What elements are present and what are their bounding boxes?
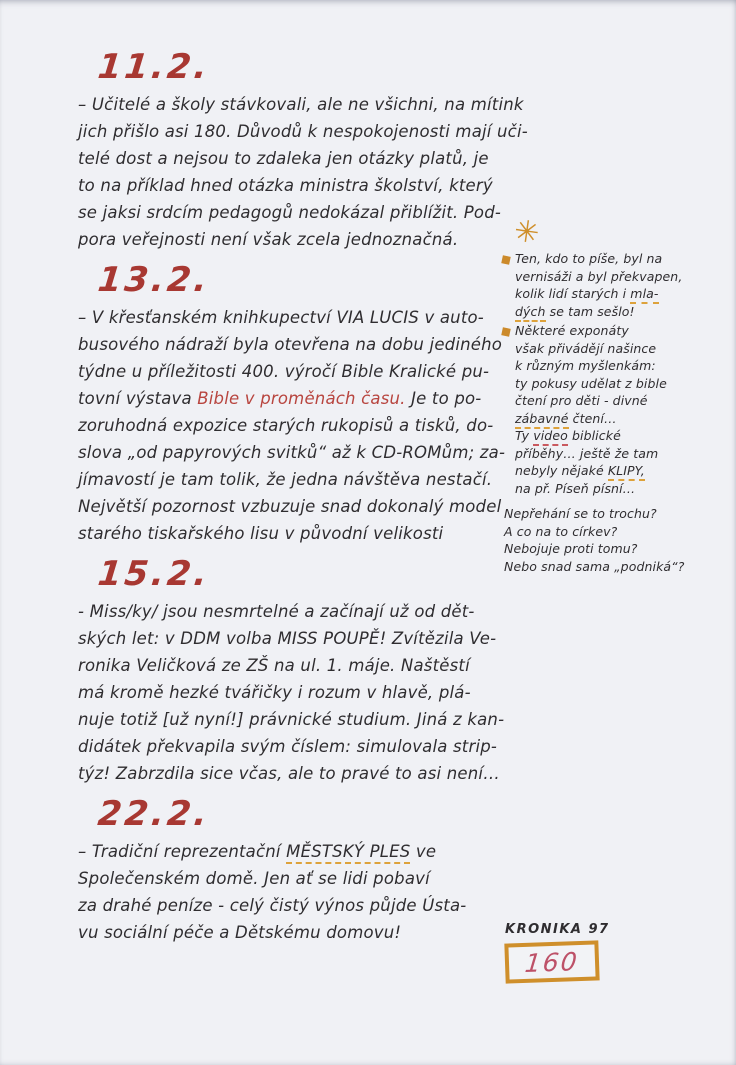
- text-line: týz! Zabrzdila sice včas, ale to pravé to asi není…: [78, 764, 500, 783]
- text-line: [515, 303, 724, 321]
- text-segment: – Tradiční reprezentační: [78, 842, 287, 861]
- main-text-column: [78, 40, 526, 946]
- entry-body: [78, 838, 526, 946]
- entry-date: 15.2.: [95, 554, 212, 594]
- question-line: Nebo snad sama „podniká“?: [504, 558, 685, 574]
- text-line: to na příklad hned otázka ministra školství, který: [78, 176, 493, 195]
- text-line: však přivádějí našince: [515, 340, 657, 356]
- entry-15-2: [78, 553, 526, 787]
- text-line: ty pokusy udělat z bible: [515, 375, 667, 391]
- text-line-with-highlight: [78, 385, 526, 412]
- text-line: Společenském domě. Jen ať se lidi pobaví: [78, 869, 430, 888]
- margin-note-text: [515, 250, 724, 320]
- text-line: didátek překvapila svým číslem: simulovala strip-: [78, 737, 498, 756]
- text-line: [515, 285, 724, 303]
- text-line: za drahé peníze - celý čistý výnos půjde Ústa-: [78, 896, 467, 915]
- page-number-stamp: [504, 940, 599, 983]
- text-line: jich přišlo asi 180. Důvodů k nespokojenosti mají uči-: [78, 122, 528, 141]
- text-line: Některé exponáty: [515, 323, 629, 338]
- entry-body: [78, 91, 526, 253]
- entry-13-2: [78, 259, 526, 547]
- entry-date: 13.2.: [95, 260, 212, 300]
- text-segment: kolik lidí starých i: [515, 286, 631, 301]
- text-line: týdne u příležitosti 400. výročí Bible Kralické pu-: [78, 362, 490, 381]
- text-line: – Učitelé a školy stávkovali, ale ne všichni, na mítink: [78, 95, 524, 114]
- text-segment: čtení…: [568, 410, 617, 426]
- text-segment: ve: [410, 842, 437, 861]
- text-line: – V křesťanském knihkupectví VIA LUCIS v auto-: [78, 308, 484, 327]
- city-ball-underlined: MĚSTSKÝ PLES: [286, 842, 410, 864]
- underlined-word: KLIPY,: [608, 463, 645, 481]
- question-line: Nebojuje proti tomu?: [504, 541, 638, 556]
- entry-22-2: [78, 793, 526, 946]
- text-segment: tovní výstava: [78, 389, 198, 408]
- text-line: starého tiskařského lisu v původní velikosti: [78, 524, 444, 543]
- text-line: má kromě hezké tvářičky i rozum v hlavě, plá-: [78, 683, 471, 702]
- text-line: busového nádraží byla otevřena na dobu jediného: [78, 335, 503, 354]
- text-line: k různým myšlenkám:: [515, 358, 656, 373]
- entry-date: 11.2.: [95, 47, 212, 87]
- text-line: Ten, kdo to píše, byl na: [515, 251, 663, 266]
- margin-note-text: [515, 322, 724, 497]
- margin-note-vernissage: [502, 250, 724, 320]
- underlined-word: video: [533, 428, 568, 446]
- entry-date: 22.2.: [95, 794, 212, 834]
- margin-annotation-column: [502, 213, 724, 575]
- text-segment: biblické: [567, 428, 621, 443]
- bullet-square-icon: [501, 255, 510, 264]
- question-line: A co na to církev?: [504, 523, 618, 539]
- text-segment: Je to po-: [405, 389, 482, 408]
- entry-body: [78, 304, 526, 547]
- text-line: ských let: v DDM volba MISS POUPĚ! Zvítězila Ve-: [78, 629, 497, 648]
- margin-note-exhibits: [502, 322, 724, 497]
- question-line: Nepřehání se to trochu?: [504, 506, 657, 521]
- text-line: zoruhodná expozice starých rukopisů a tisků, do-: [78, 416, 494, 435]
- text-segment: se tam sešlo!: [545, 303, 635, 319]
- text-line: jímavostí je tam tolik, že jedna návštěva nestačí.: [78, 470, 493, 489]
- text-line: čtení pro děti - divné: [515, 393, 648, 408]
- underlined-word: zábavné: [515, 411, 569, 429]
- exhibition-title-red: Bible v proměnách času.: [197, 389, 406, 408]
- text-line: [515, 462, 724, 480]
- margin-questions: [504, 505, 724, 575]
- text-line-with-underline: [78, 838, 526, 865]
- text-line: vernisáži a byl překvapen,: [515, 268, 683, 284]
- text-line: se jaksi srdcím pedagogů nedokázal přiblížit. Pod-: [78, 203, 502, 222]
- page-footer: [505, 922, 610, 982]
- text-line: - Miss/ky/ jsou nesmrtelné a začínají už od dět-: [78, 602, 475, 621]
- star-icon: ✳: [511, 213, 542, 252]
- bullet-square-icon: [501, 327, 510, 336]
- text-segment: Ty: [515, 428, 534, 443]
- text-line: telé dost a nejsou to zdaleka jen otázky platů, je: [78, 149, 489, 168]
- underlined-word: mla-: [630, 286, 658, 304]
- chronicle-label: KRONIKA 97: [505, 922, 610, 937]
- text-line: [515, 410, 724, 428]
- text-line: příběhy… ještě že tam: [515, 445, 659, 461]
- page-number: 160: [523, 946, 581, 978]
- text-line: vu sociální péče a Dětskému domovu!: [78, 923, 402, 942]
- text-line: ronika Veličková ze ZŠ na ul. 1. máje. Naštěstí: [78, 656, 470, 675]
- text-line: [515, 427, 724, 445]
- text-line: nuje totiž [už nyní!] právnické studium. Jiná z kan-: [78, 710, 505, 729]
- text-line: pora veřejnosti není však zcela jednoznačná.: [78, 230, 459, 249]
- entry-11-2: [78, 46, 526, 253]
- underlined-word: dých: [515, 304, 546, 322]
- text-line: na př. Píseň písní…: [515, 480, 636, 496]
- text-line: Největší pozornost vzbuzuje snad dokonalý model: [78, 497, 502, 516]
- text-segment: nebyly nějaké: [515, 463, 608, 478]
- entry-body: [78, 598, 526, 787]
- text-line: slova „od papyrových svitků“ až k CD-ROMům; za-: [78, 443, 506, 462]
